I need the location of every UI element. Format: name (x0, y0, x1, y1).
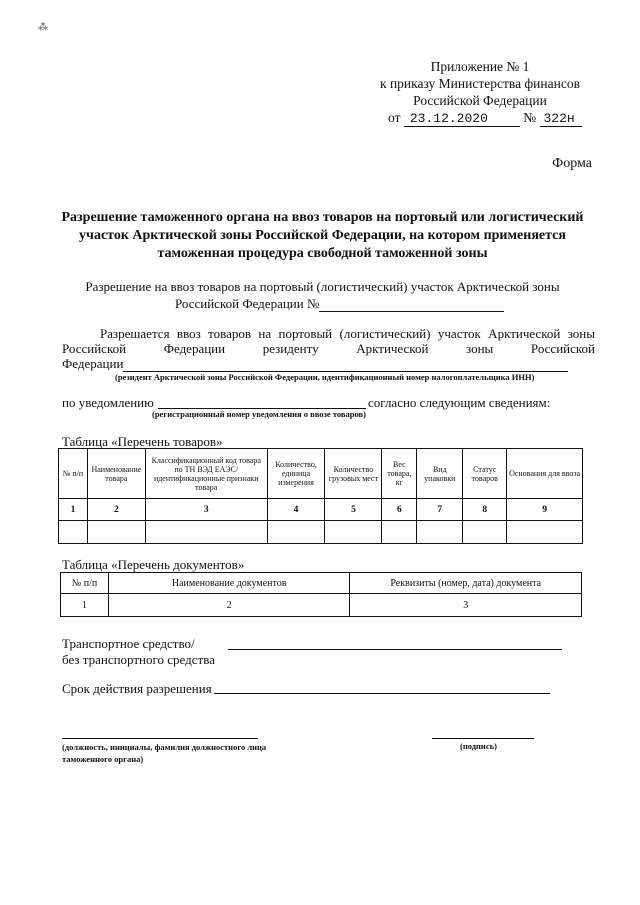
paragraph-line-2-prefix: Федерации (62, 356, 124, 371)
permit-number-field[interactable] (319, 297, 504, 312)
goods-col-number: 7 (417, 499, 463, 521)
transport-label-line-1: Транспортное средство/ (62, 636, 195, 651)
official-position-field[interactable] (62, 738, 258, 739)
permit-heading-line-1: Разрешение на ввоз товаров на портовый (логистический) участок Арктической зоны (85, 279, 560, 294)
goods-col-number: 8 (463, 499, 507, 521)
docs-header-details: Реквизиты (номер, дата) документа (350, 573, 582, 594)
permission-paragraph (62, 326, 595, 372)
goods-cell[interactable] (59, 521, 88, 544)
signature-field[interactable] (432, 738, 534, 739)
goods-col-number: 3 (145, 499, 267, 521)
goods-cell[interactable] (145, 521, 267, 544)
goods-col-number: 9 (507, 499, 583, 521)
goods-header-weight: Вес товара, кг (382, 449, 417, 499)
goods-table-title: Таблица «Перечень товаров» (62, 434, 223, 449)
order-number: 322н (540, 112, 582, 127)
appendix-header (370, 58, 590, 109)
goods-cell[interactable] (267, 521, 325, 544)
official-caption-line-2: таможенного органа) (62, 754, 144, 764)
permit-number-label: Российской Федерации № (175, 296, 320, 311)
number-prefix: № (523, 110, 537, 125)
goods-cell[interactable] (325, 521, 382, 544)
resident-caption: (резидент Арктической зоны Российской Федерации, идентификационный номер налогоплательщика ИНН) (115, 372, 535, 382)
goods-header-status: Статус товаров (463, 449, 507, 499)
docs-table-header-row (61, 573, 582, 594)
goods-col-number: 6 (382, 499, 417, 521)
corner-marks: ⁂ (38, 22, 48, 33)
goods-header-grounds: Основания для ввоза (507, 449, 583, 499)
resident-field[interactable] (123, 357, 568, 372)
goods-table (58, 448, 583, 544)
docs-table-title: Таблица «Перечень документов» (62, 557, 245, 572)
goods-header-packages: Количество грузовых мест (325, 449, 382, 499)
goods-header-packing: Вид упаковки (417, 449, 463, 499)
goods-cell[interactable] (463, 521, 507, 544)
docs-col-number: 2 (108, 594, 350, 617)
paragraph-line-1: Разрешается ввоз товаров на портовый (логистический) участок Арктической зоны Российской Федерации резиденту Арктической зоны Российской (62, 326, 595, 356)
appendix-line-3: Российской Федерации (413, 93, 547, 108)
transport-field[interactable] (228, 649, 562, 650)
official-caption (62, 741, 266, 765)
goods-header-name: Наименование товара (87, 449, 145, 499)
docs-col-number: 3 (350, 594, 582, 617)
validity-label: Срок действия разрешения (62, 681, 212, 696)
docs-header-no: № п/п (61, 573, 109, 594)
goods-header-no: № п/п (59, 449, 88, 499)
signature-caption: (подпись) (460, 741, 497, 751)
appendix-line-2: к приказу Министерства финансов (380, 76, 580, 91)
validity-field[interactable] (214, 693, 550, 694)
paragraph-line-2 (62, 356, 595, 372)
docs-col-number: 1 (61, 594, 109, 617)
order-date-number (388, 110, 582, 127)
goods-cell[interactable] (417, 521, 463, 544)
goods-table-header-row (59, 449, 583, 499)
date-prefix: от (388, 110, 401, 125)
goods-table-empty-row[interactable] (59, 521, 583, 544)
goods-cell[interactable] (382, 521, 417, 544)
document-title: Разрешение таможенного органа на ввоз товаров на портовый или логистический участок Арктической зоны Российской Федерации, на котором применяется таможенная процедура свободной таможенной зоны (61, 210, 584, 261)
appendix-line-1: Приложение № 1 (430, 59, 530, 74)
notification-label: по уведомлению (62, 395, 154, 410)
goods-col-number: 2 (87, 499, 145, 521)
transport-label-line-2: без транспортного средства (62, 652, 215, 667)
goods-table-number-row (59, 499, 583, 521)
goods-cell[interactable] (507, 521, 583, 544)
notification-caption: (регистрационный номер уведомления о ввозе товаров) (152, 409, 366, 419)
permit-heading-line-2 (60, 295, 585, 312)
docs-table-number-row (61, 594, 582, 617)
permit-number-heading (60, 278, 585, 312)
order-date: 23.12.2020 (404, 112, 520, 127)
goods-cell[interactable] (87, 521, 145, 544)
docs-table (60, 572, 582, 617)
official-caption-line-1: (должность, инициалы, фамилия должностного лица (62, 742, 267, 752)
goods-col-number: 5 (325, 499, 382, 521)
form-label: Форма (552, 156, 592, 171)
goods-col-number: 4 (267, 499, 325, 521)
docs-header-name: Наименование документов (108, 573, 350, 594)
notification-suffix: согласно следующим сведениям: (368, 395, 551, 410)
goods-header-quantity: Количество, единица измерения (267, 449, 325, 499)
goods-col-number: 1 (59, 499, 88, 521)
goods-header-code: Классификационный код товара по ТН ВЭД ЕАЭС/идентификационные признаки товара (145, 449, 267, 499)
